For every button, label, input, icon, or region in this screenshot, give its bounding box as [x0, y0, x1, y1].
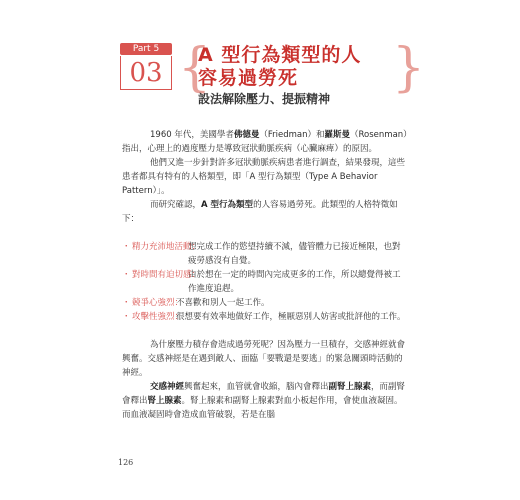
subtitle: 設法解除壓力、提振精神 [198, 92, 331, 106]
paragraph-3: 而研究確認，A 型行為類型的人容易過勞死。此類型的人格特徵如下： [122, 200, 398, 224]
body-text [122, 128, 408, 422]
trait-label: 攻擊性強烈： [132, 312, 184, 322]
list-item: ・ 精力充沛地活動： 想完成工作的慾望持續不減，儘管體力已接近極限，也對疲勞感沒有自覺。 [122, 242, 401, 266]
trait-label: 競爭心強烈： [132, 298, 184, 308]
list-item: ・ 對時間有迫切感： 由於想在一定的時間內完成更多的工作，所以總覺得被工作進度追趕。 [122, 270, 401, 294]
page-number: 126 [118, 458, 134, 467]
section-number: 03 [120, 56, 172, 90]
paragraph-2: 他們又進一步針對許多冠狀動脈疾病患者進行調查，結果發現，這些患者都具有特有的人格類型，即「A 型行為類型（Type A Behavior Pattern）」。 [122, 158, 406, 196]
list-item: ・ 競爭心強烈： 不喜歡和別人一起工作。 [122, 298, 270, 308]
paragraph-1: 1960 年代，美國學者佛德曼（Friedman）和羅斯曼（Rosenman）指出，心理上的過度壓力是導致冠狀動脈疾病（心臟麻痺）的原因。 [122, 130, 408, 154]
part-label: Part 5 [120, 43, 172, 55]
trait-list [122, 240, 408, 324]
name-rosenman: 羅斯曼 [324, 130, 351, 140]
title-line-1: A 型行為類型的人 [198, 44, 362, 66]
paragraph-4: 為什麼壓力積存會造成過勞死呢？因為壓力一旦積存，交感神經就會興奮。交感神經是在遇到敵人、面臨「要戰還是要逃」的緊急關頭時活動的神經。 [122, 340, 406, 378]
name-friedman: 佛德曼 [233, 130, 260, 140]
list-item: ・ 攻擊性強烈： 很想要有效率地做好工作，極厭惡別人妨害或批評他的工作。 [122, 312, 406, 322]
trait-label: 對時間有迫切感： [132, 270, 201, 280]
title-line-2: 容易過勞死 [198, 67, 299, 89]
paragraph-5: 交感神經興奮起來，血管就會收縮，腦內會釋出副腎上腺素，而副腎會釋出腎上腺素。腎上腺素和副腎上腺素對血小板起作用，會使血液凝固。而血液凝固時會造成血管破裂，若是在腦 [122, 382, 406, 420]
right-brace-ornament: } [392, 38, 426, 98]
left-brace-ornament: { [178, 38, 212, 98]
trait-label: 精力充沛地活動： [132, 242, 201, 252]
